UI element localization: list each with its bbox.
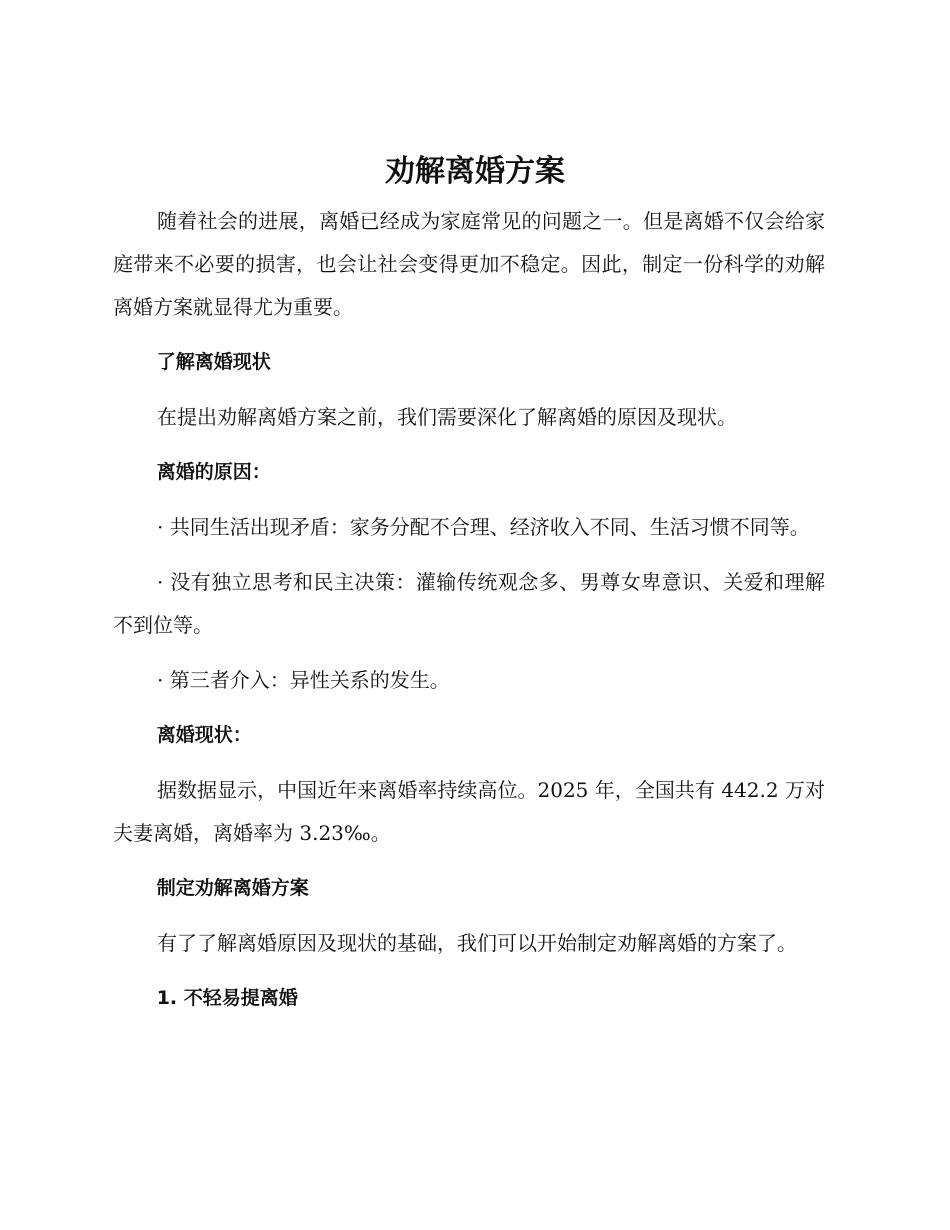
cause-item-decision: · 没有独立思考和民主决策：灌输传统观念多、男尊女卑意识、关爱和理解不到位等。 [113, 570, 825, 637]
document-title: 劝解离婚方案 [385, 154, 565, 189]
intro-paragraph: 随着社会的进展，离婚已经成为家庭常见的问题之一。但是离婚不仅会给家庭带来不必要的损害，也会让社会变得更加不稳定。因此，制定一份科学的劝解离婚方案就显得尤为重要。 [113, 209, 825, 319]
subheading-current-status: 离婚现状： [156, 724, 252, 746]
document-body [113, 200, 825, 1020]
status-paragraph: 据数据显示，中国近年来离婚率持续高位。2025 年，全国共有 442.2 万对夫妻离婚，离婚率为 3.23‰。 [113, 778, 825, 845]
step-heading-1: 1. 不轻易提离婚 [156, 987, 298, 1009]
section-heading-status-overview: 了解离婚现状 [156, 351, 271, 373]
plan-paragraph: 有了了解离婚原因及现状的基础，我们可以开始制定劝解离婚的方案了。 [157, 931, 797, 955]
subheading-causes: 离婚的原因： [156, 461, 271, 483]
cause-item-third-party: · 第三者介入：异性关系的发生。 [157, 668, 450, 692]
cause-item-conflict: · 共同生活出现矛盾：家务分配不合理、经济收入不同、生活习惯不同等。 [157, 515, 810, 539]
section-heading-plan: 制定劝解离婚方案 [156, 877, 309, 899]
section-paragraph-status-overview: 在提出劝解离婚方案之前，我们需要深化了解离婚的原因及现状。 [157, 405, 737, 429]
